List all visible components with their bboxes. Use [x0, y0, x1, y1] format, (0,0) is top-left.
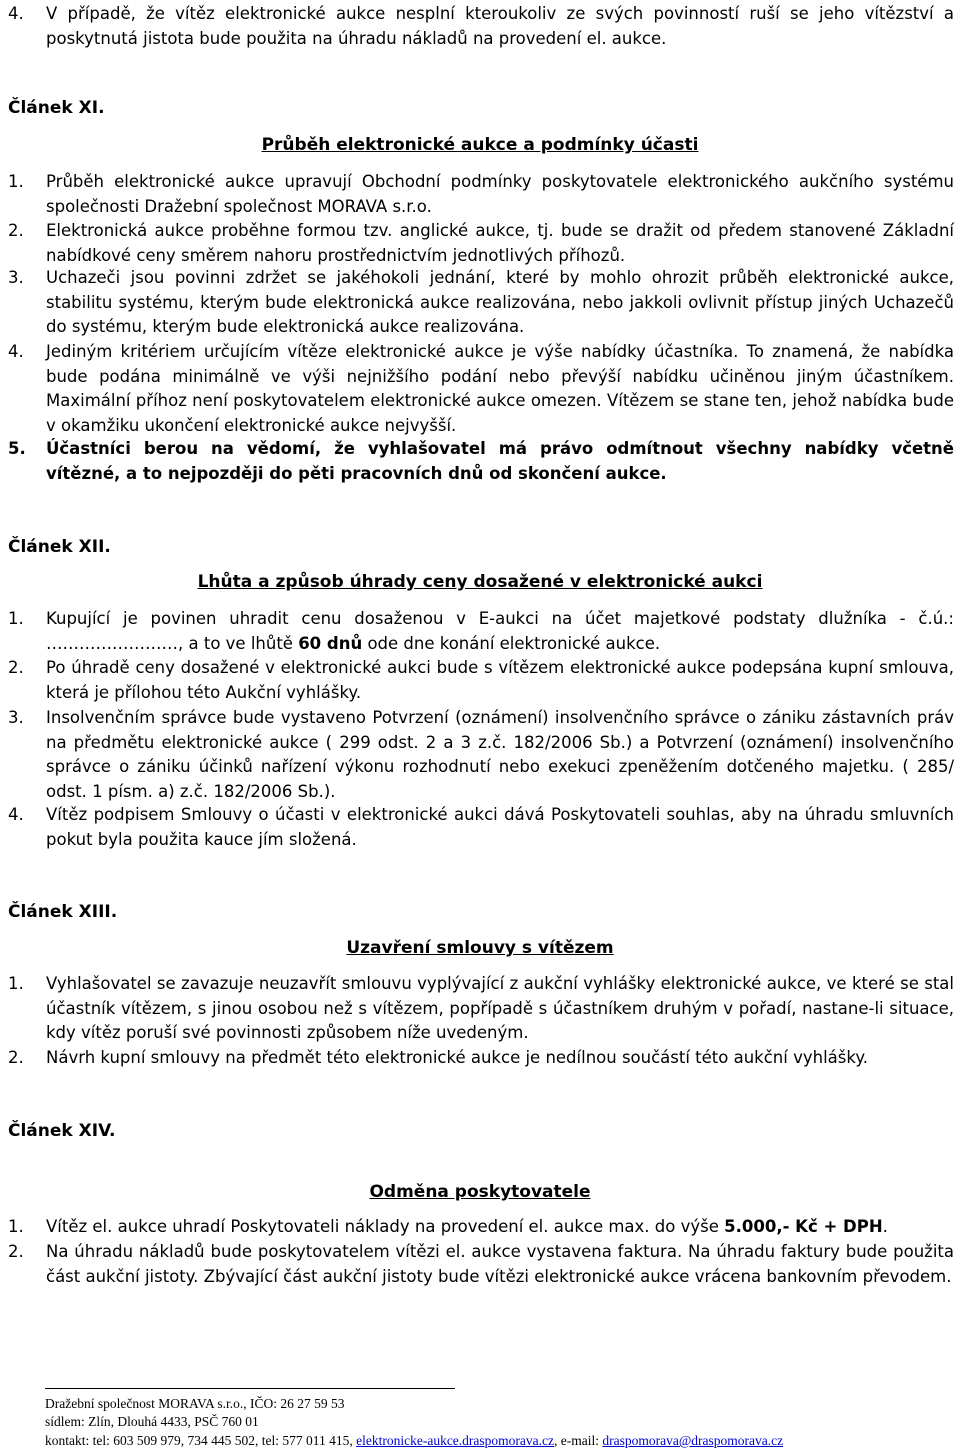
item-text-part: . — [882, 1217, 888, 1236]
article-title: Průběh elektronické aukce a podmínky účasti — [261, 135, 699, 155]
item-text — [46, 607, 954, 656]
item-text: Jediným kritériem určujícím vítěze elektronické aukce je výše nabídky účastníka. To znamená, že nabídka bude podána minimálně ve výši nejnižšího podání nebo převýší nabídku učiněnou jiným účastníkem. Maximální příhoz není poskytovatelem elektronické aukce omezen. Vítězem se stane ten, jehož nabídka bude v okamžiku ukončení elektronické aukce nejvyšší. — [46, 342, 954, 435]
item-text-part: ode dne konání elektronické aukce. — [362, 633, 661, 653]
item-number: 5. — [8, 439, 26, 458]
item-text: Insolvenčním správce bude vystaveno Potvrzení (oznámení) insolvenčního správce o zániku zástavních práv na předmětu elektronické aukce ( 299 odst. 2 a 3 z.č. 182/2006 Sb.) a Potvrzení (oznámení) insolvenčního správce o zániku účinků nařízení výkonu rozhodnutí nebo exekuci zpeněžením dotčeného majetku. ( 285/ odst. 1 písm. a) z.č. 182/2006 Sb.). — [46, 708, 954, 801]
footer-company: Dražební společnost MORAVA s.r.o., IČO: 26 27 59 53 — [45, 1396, 345, 1411]
item-number: 1. — [8, 172, 24, 191]
item-number: 2. — [8, 1242, 24, 1261]
footer-phones: kontakt: tel: 603 509 979, 734 445 502, tel: 577 011 415, — [45, 1433, 357, 1448]
item-number: 2. — [8, 658, 24, 677]
footer-address: sídlem: Zlín, Dlouhá 4433, PSČ 760 01 — [45, 1414, 259, 1429]
item-text: Vítěz podpisem Smlouvy o účasti v elektronické aukci dává Poskytovateli souhlas, aby na úhradu smluvních pokut byla použita kauce jím složená. — [46, 805, 954, 849]
footer-contact — [45, 1432, 783, 1449]
item-number: 4. — [8, 342, 24, 361]
article-title: Lhůta a způsob úhrady ceny dosažené v elektronické aukci — [197, 572, 763, 592]
item-number: 3. — [8, 708, 24, 727]
deadline-emphasis: 60 dnů — [298, 633, 363, 653]
item-text-part: Kupující je povinen uhradit cenu dosaženou v E-aukci na účet majetkové podstaty dlužníka - č.ú.: ……………………, a to ve lhůtě — [46, 609, 954, 653]
item-text: V případě, že vítěz elektronické aukce nesplní kteroukoliv ze svých povinností ruší se jeho vítězství a poskytnutá jistota bude použita na úhradu nákladů na provedení el. aukce. — [46, 4, 954, 48]
footer-email-label: , e-mail: — [554, 1433, 603, 1448]
item-text: Uchazeči jsou povinni zdržet se jakéhokoli jednání, které by mohlo ohrozit průběh elektronické aukce, stabilitu systému, kterým bude elektronická aukce realizována, nebo jakkoli ovlivnit přístup jiných Uchazečů do systému, kterým bude elektronická aukce realizována. — [46, 268, 954, 336]
article-label: Článek XI. — [8, 98, 105, 118]
item-text: Po úhradě ceny dosažené v elektronické aukci bude s vítězem elektronické aukce podepsána kupní smlouva, která je přílohou této Aukční vyhlášky. — [46, 658, 954, 702]
item-number: 3. — [8, 268, 24, 287]
item-text: Na úhradu nákladů bude poskytovatelem vítězi el. aukce vystavena faktura. Na úhradu faktury bude použita část aukční jistoty. Zbývající část aukční jistoty bude vítězi elektronické aukce vrácena bankovním převodem. — [46, 1242, 954, 1286]
article-label: Článek XIV. — [8, 1121, 116, 1141]
article-label: Článek XIII. — [8, 902, 118, 922]
item-number: 2. — [8, 1048, 24, 1067]
article-title: Odměna poskytovatele — [369, 1182, 591, 1202]
item-number: 1. — [8, 974, 24, 993]
article-label: Článek XII. — [8, 537, 111, 557]
email-link[interactable]: draspomorava@draspomorava.cz — [602, 1433, 784, 1448]
item-number: 4. — [8, 805, 24, 824]
item-text: Vyhlašovatel se zavazuje neuzavřít smlouvu vyplývající z aukční vyhlášky elektronické aukce, ve které se stal účastník vítězem, s jinou osobou než s vítězem, popřípadě s účastníkem druhým v pořadí, nastane-li situace, kdy vítěz poruší své povinnosti způsobem níže uvedeným. — [46, 974, 954, 1042]
item-text: Elektronická aukce proběhne formou tzv. anglické aukce, tj. bude se dražit od předem stanovené Základní nabídkové ceny směrem nahoru prostřednictvím jednotlivých příhozů. — [46, 221, 954, 265]
item-text — [46, 1215, 954, 1240]
item-text: Účastníci berou na vědomí, že vyhlašovatel má právo odmítnout všechny nabídky včetně vítězné, a to nejpozději do pěti pracovních dnů od skončení aukce. — [46, 439, 954, 483]
item-text: Návrh kupní smlouvy na předmět této elektronické aukce je nedílnou součástí této aukční vyhlášky. — [46, 1048, 868, 1067]
item-number: 1. — [8, 609, 24, 628]
item-text-part: Vítěz el. aukce uhradí Poskytovateli náklady na provedení el. aukce max. do výše — [46, 1217, 725, 1236]
website-link[interactable]: elektronicke-aukce.draspomorava.cz — [356, 1433, 555, 1448]
article-title: Uzavření smlouvy s vítězem — [346, 938, 614, 958]
item-text: Průběh elektronické aukce upravují Obchodní podmínky poskytovatele elektronického aukčního systému společnosti Dražební společnost MORAVA s.r.o. — [46, 172, 954, 216]
item-number: 4. — [8, 4, 24, 23]
item-number: 2. — [8, 221, 24, 240]
item-number: 1. — [8, 1217, 24, 1236]
fee-emphasis: 5.000,- Kč + DPH — [724, 1217, 883, 1236]
footer-divider — [45, 1388, 455, 1389]
